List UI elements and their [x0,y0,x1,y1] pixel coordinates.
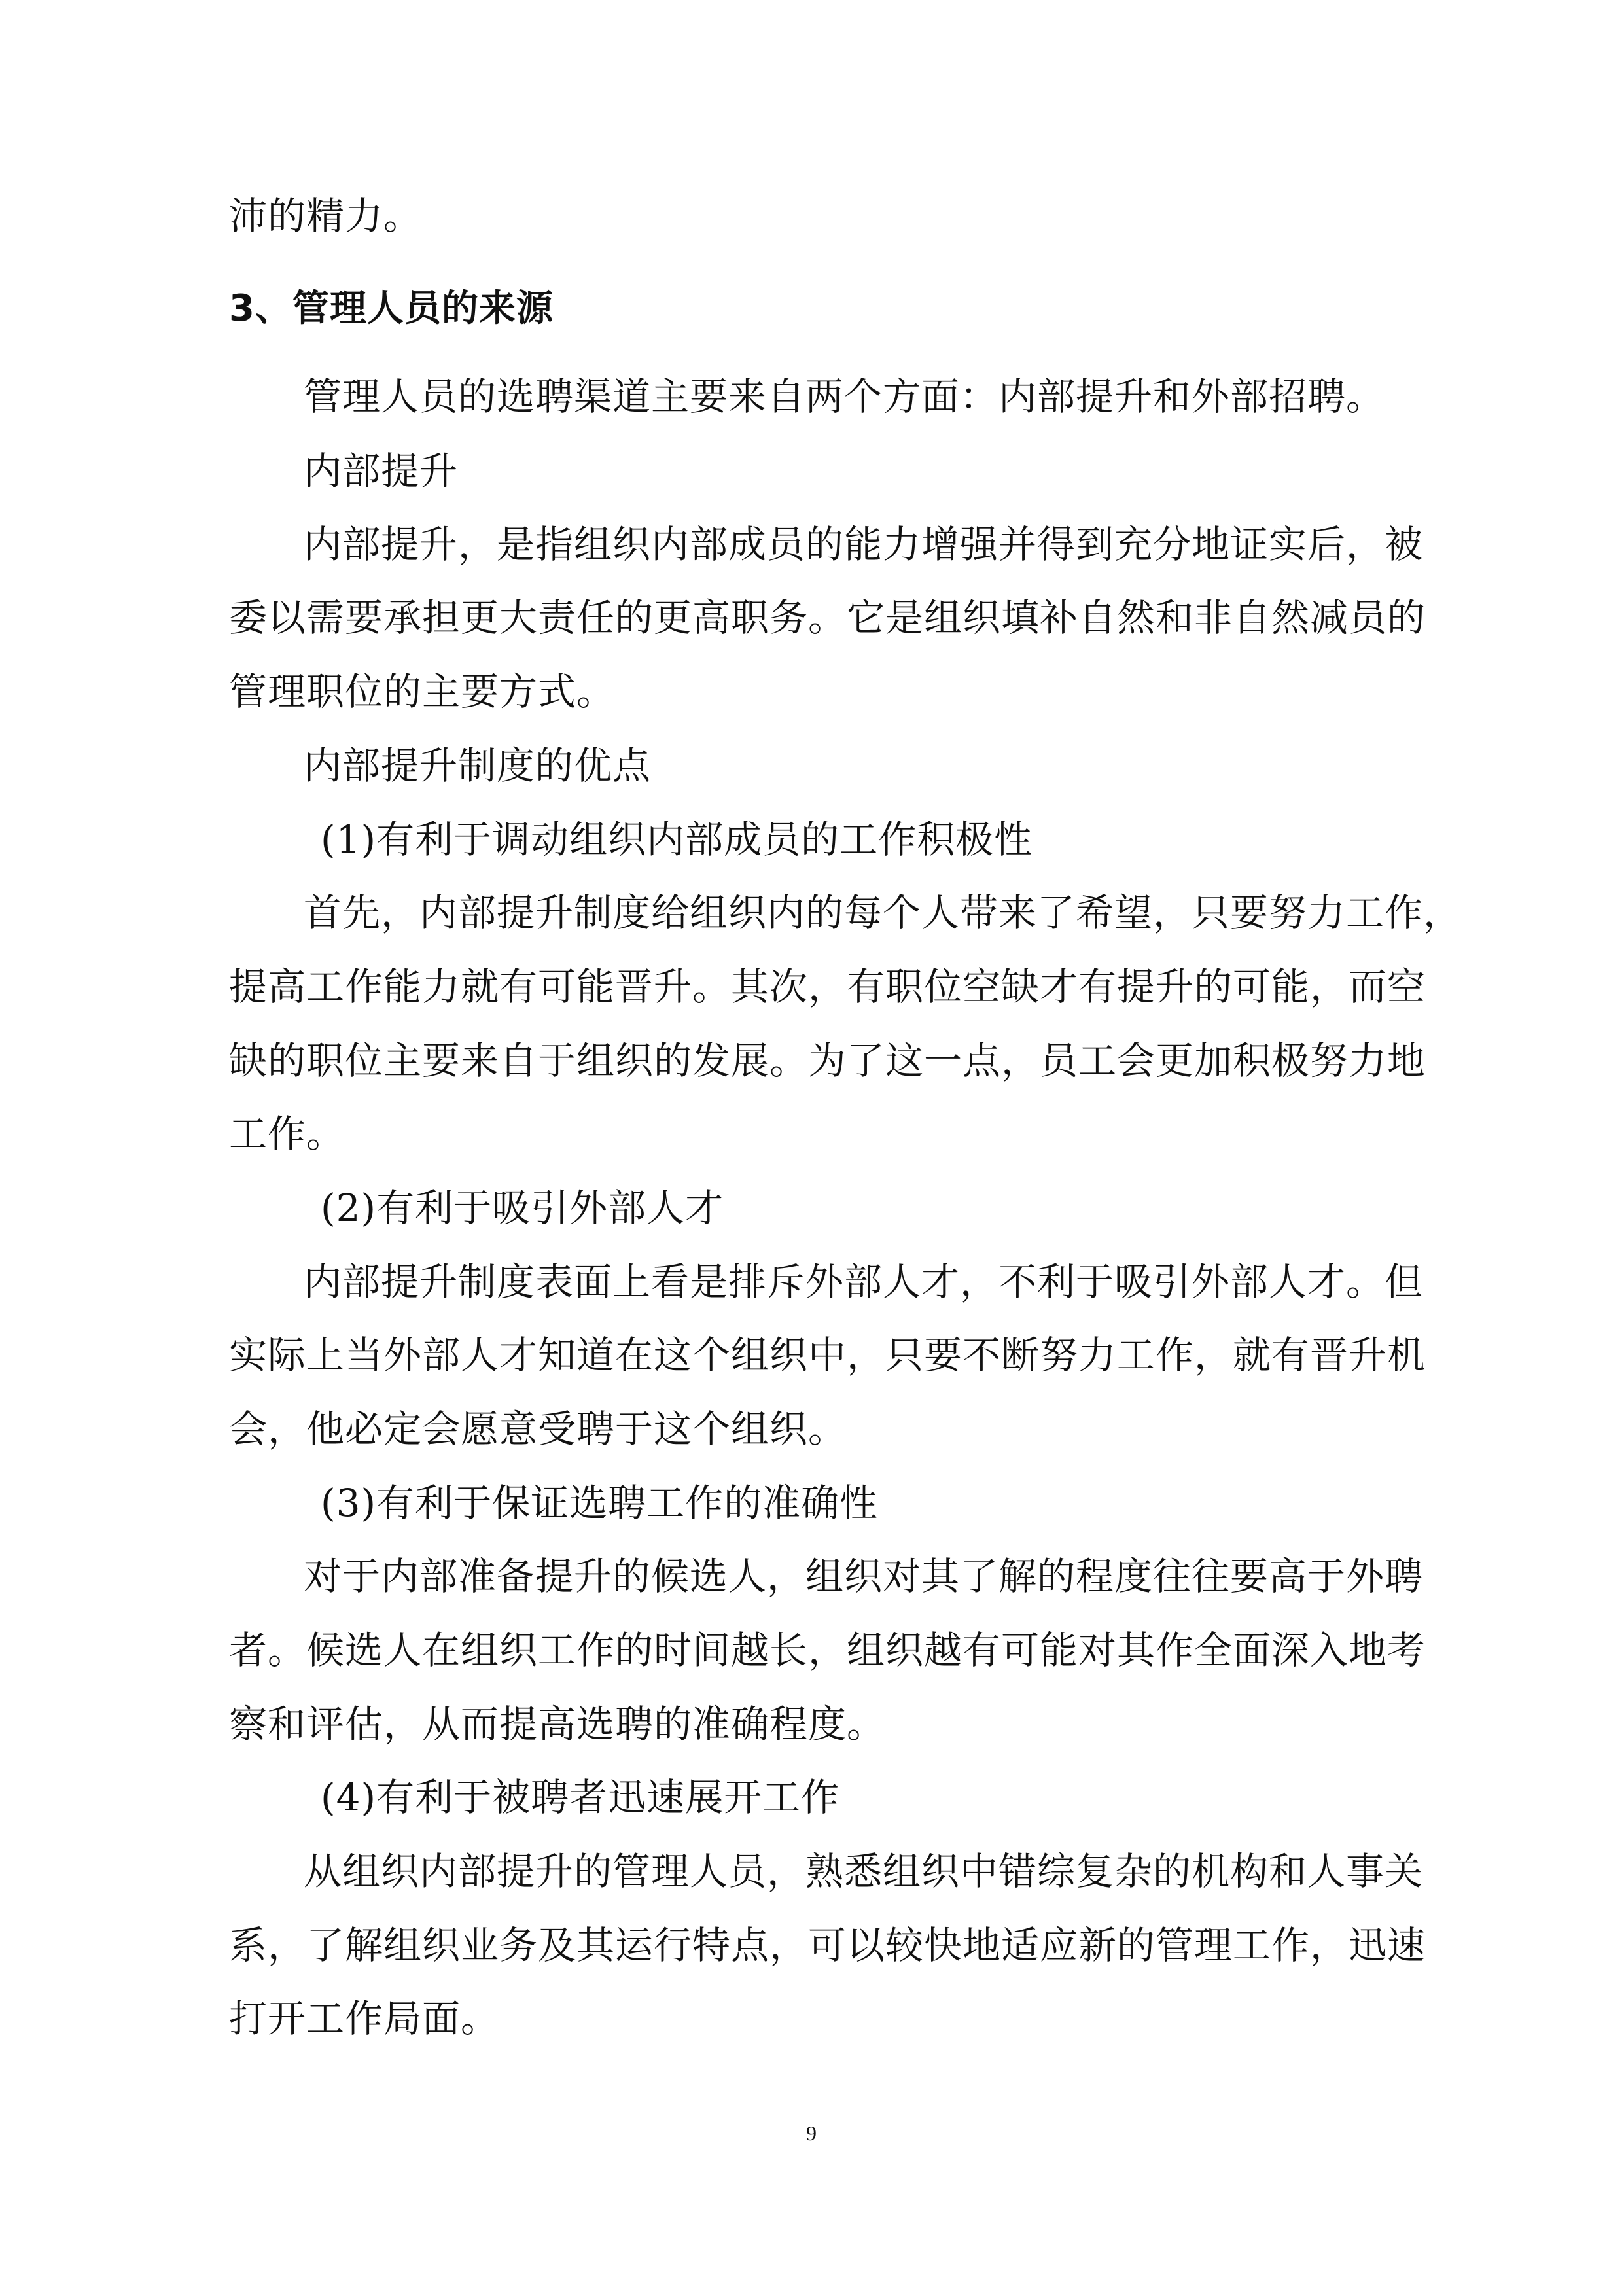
body-text-line: 实际上当外部人才知道在这个组织中，只要不断努力工作，就有晋升机 [229,1333,1426,1377]
body-text-line: 提高工作能力就有可能晋升。其次，有职位空缺才有提升的可能，而空 [229,964,1426,1009]
body-text-line: 打开工作局面。 [229,1996,500,2041]
list-item: (1)有利于调动组织内部成员的工作积极性 [321,817,1033,862]
page-number: 9 [806,2121,817,2145]
list-item: (2)有利于吸引外部人才 [321,1186,724,1230]
body-text-line: 委以需要承担更大责任的更高职务。它是组织填补自然和非自然减员的 [229,595,1426,640]
subheading: 内部提升 [304,449,459,493]
body-text-line: 察和评估，从而提高选聘的准确程度。 [229,1702,886,1746]
body-text-line: 者。候选人在组织工作的时间越长，组织越有可能对其作全面深入地考 [229,1628,1426,1672]
section-heading: 3、管理人员的来源 [229,287,554,330]
body-text-line: 内部提升，是指组织内部成员的能力增强并得到充分地证实后，被 [304,522,1424,567]
subheading: 内部提升制度的优点 [304,743,652,788]
body-text-line: 管理职位的主要方式。 [229,669,616,714]
body-text-line: 对于内部准备提升的候选人，组织对其了解的程度往往要高于外聘 [304,1554,1424,1598]
body-text-line: 内部提升制度表面上看是排斥外部人才，不利于吸引外部人才。但 [304,1260,1424,1304]
body-text-line: 管理人员的选聘渠道主要来自两个方面：内部提升和外部招聘。 [304,374,1385,419]
body-text-line: 缺的职位主要来自于组织的发展。为了这一点，员工会更加积极努力地 [229,1038,1426,1083]
list-item: (3)有利于保证选聘工作的准确性 [321,1481,879,1525]
list-item: (4)有利于被聘者迅速展开工作 [321,1775,840,1820]
body-text-line: 沛的精力。 [229,194,423,238]
body-text-line: 系，了解组织业务及其运行特点，可以较快地适应新的管理工作，迅速 [229,1923,1426,1968]
body-text-line: 首先，内部提升制度给组织内的每个人带来了希望，只要努力工作， [304,891,1462,935]
body-text-line: 会，他必定会愿意受聘于这个组织。 [229,1407,847,1451]
body-text-line: 工作。 [229,1112,345,1156]
body-text-line: 从组织内部提升的管理人员，熟悉组织中错综复杂的机构和人事关 [304,1849,1424,1894]
